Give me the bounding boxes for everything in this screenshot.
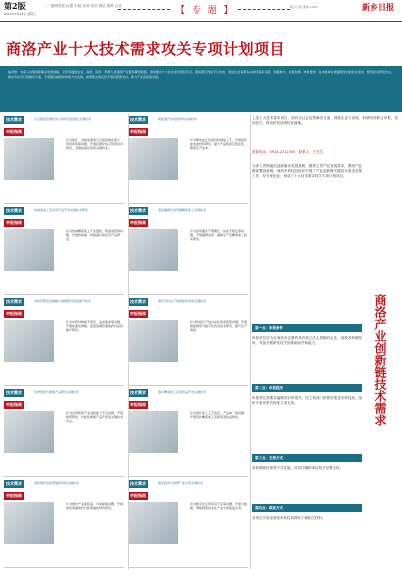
demand-label: 技术需求 xyxy=(130,208,146,213)
issue-date: 2022年9月28日 星期三 xyxy=(4,12,37,16)
demand-label: 技术需求 xyxy=(6,390,22,395)
demand-title: 大宗固废资源化综合利用及高值化关键技术 xyxy=(34,117,92,121)
demand-title: 生物医药与健康产品研发关键技术 xyxy=(34,390,80,394)
right-top-text: 上述十大技术需求项目，面向全社会征集解决方案，鼓励企业与高校、科研院所联合申报，协同攻关，推动科技成果转化落地。 xyxy=(252,116,398,126)
tech-demand-card xyxy=(4,298,124,386)
demand-body: 针对茶叶加工工艺落后、产品单一等问题，开展茶叶精深加工及新型茶饮品研发。 xyxy=(190,411,248,420)
subhead-procedure: 第二点：申报程序 xyxy=(252,384,362,392)
demand-title: 数字经济与智慧产业应用关键技术 xyxy=(158,481,204,485)
nav-links[interactable]: 一二版网络报 标题 专版 导读 回归 网站 报纸 目录 xyxy=(44,4,122,8)
demand-label: 技术需求 xyxy=(6,481,22,486)
section-divider-right xyxy=(238,9,290,10)
demand-label: 技术需求 xyxy=(6,208,22,213)
demand-label: 技术需求 xyxy=(130,299,146,304)
newspaper-logo: 新乡日报 xyxy=(362,2,394,12)
demand-photo xyxy=(4,320,54,362)
demand-photo xyxy=(4,229,54,271)
page-number: 第2版 xyxy=(4,1,26,11)
tech-demand-card xyxy=(128,116,248,204)
demand-photo xyxy=(128,502,178,544)
demand-label: 技术需求 xyxy=(130,390,146,395)
subhead-contact: 第四点：联系方式 xyxy=(252,504,362,512)
edition-line: 新乡日报 要闻 2022 xyxy=(290,5,318,9)
demand-title: 绿色建材及新型墙体材料关键技术 xyxy=(34,481,80,485)
demand-body: 针对生物医药产业创新能力不足问题，开展新药研发、功能性健康产品开发等关键技术攻关。 xyxy=(66,411,124,424)
demand-photo xyxy=(4,411,54,453)
guide-label: 申报指南 xyxy=(130,402,146,407)
demand-photo xyxy=(128,229,178,271)
guide-label: 申报指南 xyxy=(6,402,22,407)
demand-photo xyxy=(128,320,178,362)
demand-title: 茶叶精深加工及茶饮品开发关键技术 xyxy=(158,390,207,394)
demand-label: 技术需求 xyxy=(6,299,22,304)
right-body-intro: 为深入贯彻落实创新驱动发展战略，聚焦主导产业发展需求，围绕产业链部署创新链，商洛市科技局组织开展了产业创新链关键技术需求征集工作，经专家论证，形成了十大技术需求攻关专项计划项目。 xyxy=(252,164,362,179)
body-contact: 各单位可登录商洛市科技局网站下载相关材料。 xyxy=(252,516,326,520)
demand-title: 香菇菌棒及食用菌精深加工关键技术 xyxy=(158,208,207,212)
tech-demand-card xyxy=(128,298,248,386)
tech-demand-card xyxy=(128,480,248,568)
subhead-support: 第三点：支持方式 xyxy=(252,454,362,462)
guide-label: 申报指南 xyxy=(130,220,146,225)
demand-title: 中药材规范化种植与道地药材质量提升技术 xyxy=(34,299,92,303)
body-conditions: 申报单位应为在商洛市注册的具有独立法人资格的企业、高校或科研院所，具备开展研发攻关的基础条件和能力。 xyxy=(252,336,362,346)
section-divider-left xyxy=(118,9,170,10)
guide-label: 申报指南 xyxy=(6,493,22,498)
demand-title: 核桃深加工及系列产品开发关键技术研究 xyxy=(34,208,89,212)
demand-photo xyxy=(128,411,178,453)
contact-highlight: 联系电话：0914-2312345 联系人：王先生 xyxy=(252,150,324,154)
guide-label: 申报指南 xyxy=(6,129,22,134)
intro-band xyxy=(0,66,402,112)
guide-label: 申报指南 xyxy=(6,220,22,225)
demand-body: 针对锂电池正负极材料制备工艺，开展高性能电池材料研究，提升产品性能及稳定性，降低生产成本。 xyxy=(190,138,248,151)
tech-demand-card xyxy=(4,389,124,477)
demand-label: 技术需求 xyxy=(6,117,22,122)
section-tag: 【 专 题 】 xyxy=(176,6,235,16)
page-headline: 商洛产业十大技术需求攻关专项计划项目 xyxy=(6,40,286,58)
tech-demand-card xyxy=(4,207,124,295)
guide-label: 申报指南 xyxy=(130,129,146,134)
tech-demand-card xyxy=(128,389,248,477)
demand-body: 针对食用菌生产周期长、品质不稳定等问题，开展菌种选育、菌棒生产及精深加工技术研究。 xyxy=(190,229,248,242)
demand-title: 新能源汽车电池材料关键技术 xyxy=(158,117,198,121)
column-divider xyxy=(128,114,129,569)
demand-label: 技术需求 xyxy=(130,117,146,122)
demand-photo xyxy=(4,502,54,544)
guide-label: 申报指南 xyxy=(130,493,146,498)
demand-body: 针对数字化应用场景不足等问题，开展大数据、物联网等技术在产业中的集成应用。 xyxy=(190,502,248,511)
intro-text: 编者按：为深入实施创新驱动发展战略，引导和鼓励企业、高校、院所、科研人员围绕产业链部署创新链，加快推动十大技术需求项目攻关。现将项目内容予以发布，欢迎社会各界有关单位联系对接、积极参与、共谋发展。申报要求：各申报单位须围绕发布的技术需求，组织技术研发攻关，提出切实可行的解决方案。专项通过揭榜挂帅等方式实施，按照相关规定给予项目经费支持，助力产业高质量发展。 xyxy=(8,70,394,79)
body-procedure: 申报单位按要求编制项目申报书，经主管部门审核后报送市科技局，组织专家评审后择优立项支持。 xyxy=(252,396,362,406)
vertical-title: 商洛产业创新链技术需求 xyxy=(373,294,387,426)
column-divider xyxy=(250,114,251,569)
subhead-conditions: 第一点：申报条件 xyxy=(252,324,362,332)
demand-photo xyxy=(4,138,54,180)
demand-body: 针对尾矿、冶炼废渣等大宗固废堆存量大、利用率低等问题，开展资源化综合利用技术研究，突破高值化利用关键技术。 xyxy=(66,138,124,151)
tech-demand-card xyxy=(128,207,248,295)
guide-label: 申报指南 xyxy=(6,311,22,316)
right-column xyxy=(252,114,398,569)
demand-body: 针对核桃精深加工产业链短、附加值低等问题，开展核桃油、核桃蛋白等系列产品研发。 xyxy=(66,229,124,242)
demand-label: 技术需求 xyxy=(130,481,146,486)
demand-body: 针对中药材种植不规范、品质参差等问题，开展标准化种植、质量追溯及道地药材品质提升研究。 xyxy=(66,320,124,333)
tech-demand-card xyxy=(4,480,124,568)
demand-photo xyxy=(128,138,178,180)
guide-label: 申报指南 xyxy=(130,311,146,316)
demand-body: 针对建材产业能耗高、污染重等问题，开展绿色低碳建材与新型墙体材料研究。 xyxy=(66,502,124,511)
tech-demand-card xyxy=(4,116,124,204)
masthead xyxy=(0,0,402,22)
demand-title: 现代材料生产线智能化改造关键技术 xyxy=(158,299,207,303)
demand-body: 针对传统生产线自动化程度低等问题，开展智能制造与数字化改造技术研究，提升生产效率。 xyxy=(190,320,248,333)
body-support: 采取揭榜挂帅等方式实施，对成功揭榜项目给予经费支持。 xyxy=(252,466,343,470)
